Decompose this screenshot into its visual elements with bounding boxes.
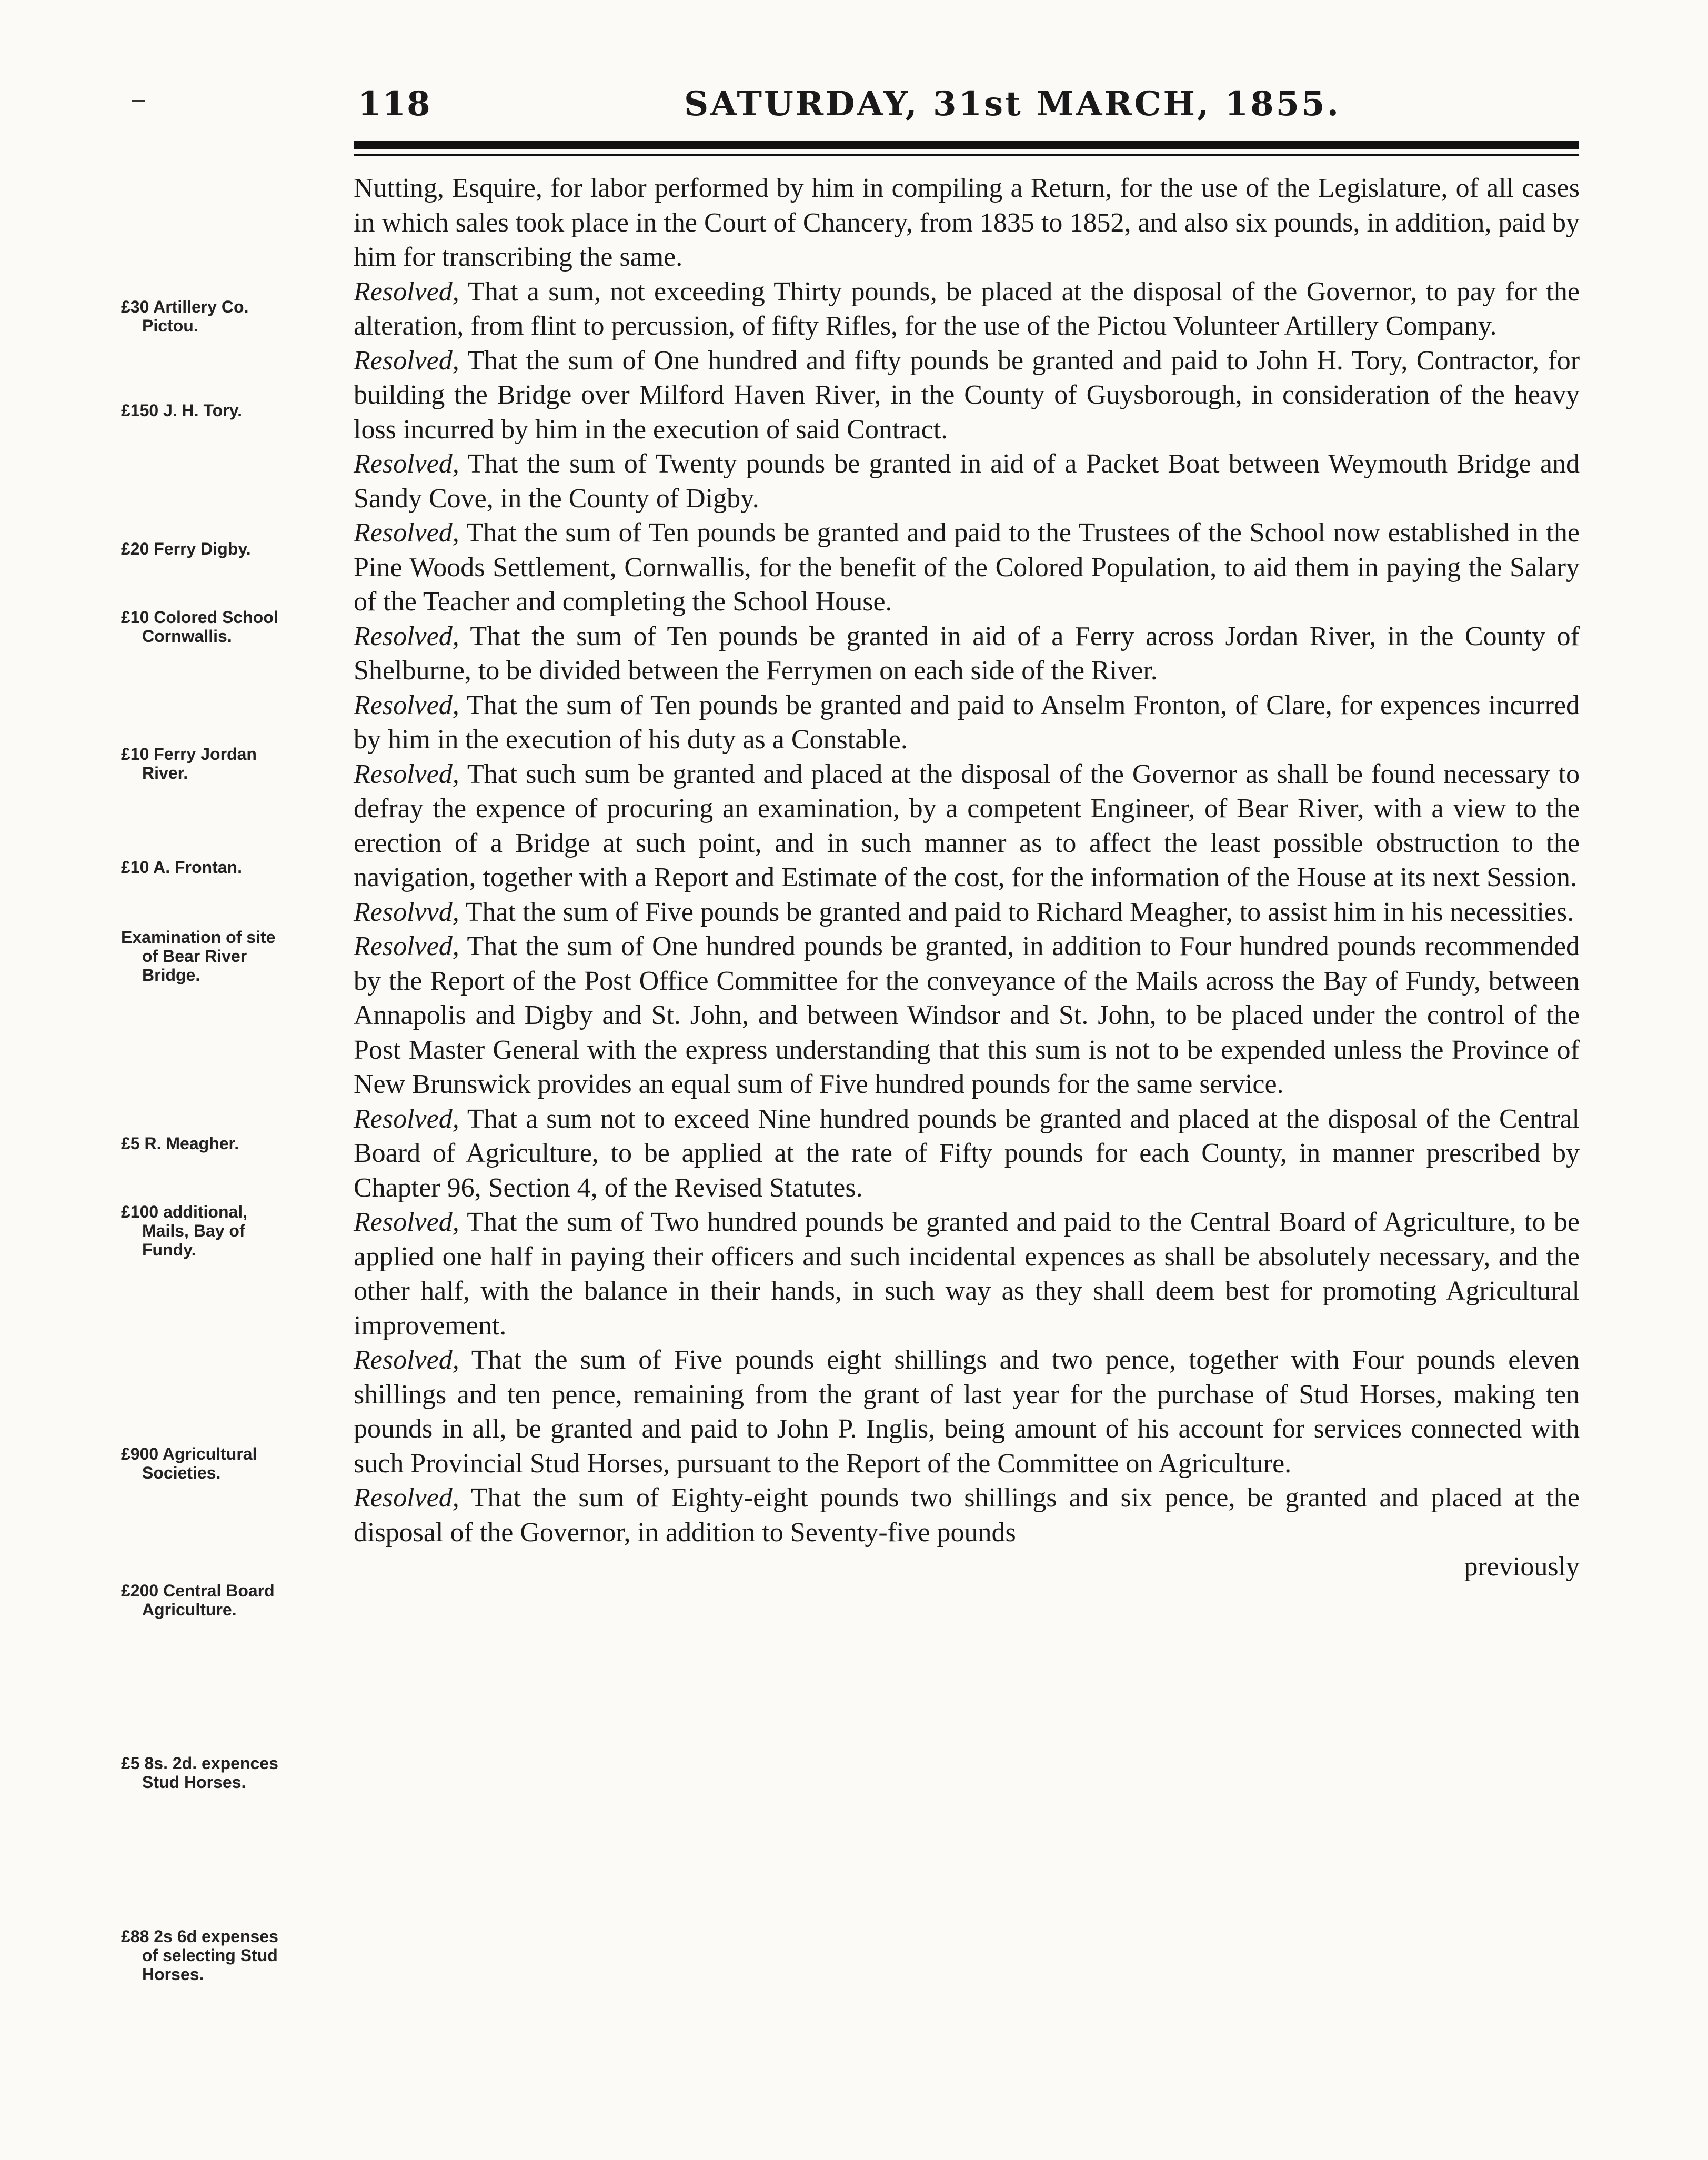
header-rule-thick [354, 141, 1579, 149]
margin-note [121, 1581, 342, 1619]
margin-note-line: Societies. [142, 1463, 221, 1482]
margin-note-line: Mails, Bay of [142, 1221, 245, 1240]
header-rule-thin [354, 154, 1579, 156]
paragraph-lead: Resolved, [354, 759, 459, 789]
paragraph-lead: Resolved, [354, 276, 459, 307]
margin-note-line: £10 Colored School [121, 608, 278, 627]
paragraph [354, 275, 1580, 344]
paragraph-text: Nutting, Esquire, for labor performed by him in compiling a Return, for the use of the Legislature, of all cases in which sales took place in the Court of Chancery, from 1835 to 1852, and also six pounds, in addition, paid by him for transcribing the same. [354, 173, 1580, 272]
margin-note-line: of selecting Stud [142, 1946, 278, 1965]
margin-note-line: £900 Agricultural [121, 1444, 257, 1463]
paragraph-text: That the sum of One hundred pounds be granted, in addition to Four hundred pounds recommended by the Report of the Post Office Committee for the conveyance of the Mails across the Bay of Fundy, between Annapolis and Digby and St. John, and between Windsor and St. John, to be placed under the control of the Post Master General with the express understanding that this sum is not to be expended unless the Province of New Brunswick provides an equal sum of Five hundred pounds for the same service. [354, 931, 1580, 1099]
paragraph [354, 1205, 1580, 1343]
paragraph [354, 895, 1580, 930]
margin-note-line: River. [142, 763, 188, 782]
paragraph-text: That a sum not to exceed Nine hundred pounds be granted and placed at the disposal of the Central Board of Agriculture, to be applied at the rate of Fifty pounds for each County, in manner prescribed by Chapter 96, Section 4, of the Revised Statutes. [354, 1103, 1580, 1203]
margin-note-line: £5 8s. 2d. expences [121, 1754, 278, 1773]
margin-notes [0, 0, 347, 2160]
margin-note-line: £10 A. Frontan. [121, 858, 242, 877]
margin-note [121, 401, 342, 420]
paragraph-lead: Resolved, [354, 1345, 459, 1375]
paragraph-text: That the sum of Five pounds be granted and paid to Richard Meagher, to assist him in his necessities. [465, 897, 1574, 927]
paragraph-lead: Resolved, [354, 931, 459, 961]
margin-note [121, 1202, 342, 1259]
margin-note [121, 1927, 342, 1984]
margin-note-line: of Bear River [142, 947, 247, 966]
paragraph [354, 344, 1580, 447]
page-header [342, 84, 1584, 137]
paragraph [354, 516, 1580, 619]
body-text [354, 171, 1580, 1584]
paragraph-lead: Resolved, [354, 518, 459, 548]
margin-note [121, 1134, 342, 1153]
paragraph-text: That the sum of One hundred and fifty pounds be granted and paid to John H. Tory, Contractor, for building the Bridge over Milford Haven River, in the County of Guysborough, in consideration of the heavy loss incurred by him in the execution of said Contract. [354, 345, 1580, 445]
catchword-line [354, 1550, 1580, 1584]
paragraph-text: That such sum be granted and placed at the disposal of the Governor as shall be found necessary to defray the expence of procuring an examination, by a competent Engineer, of Bear River, with a view to the erection of a Bridge at such point, and in such manner as to affect the least possible obstruction to the navigation, together with a Report and Estimate of the cost, for the information of the House at its next Session. [354, 759, 1580, 892]
running-head: SATURDAY, 31st MARCH, 1855. [684, 84, 1341, 124]
margin-note-line: Examination of site [121, 928, 276, 947]
margin-note-line: £10 Ferry Jordan [121, 745, 257, 763]
margin-note-line: Horses. [142, 1965, 204, 1984]
paragraph-lead: Resolved, [354, 690, 459, 720]
paragraph [354, 1481, 1580, 1550]
paragraph-lead: Resolvvd, [354, 897, 459, 927]
paragraph [354, 1102, 1580, 1205]
margin-note [121, 297, 342, 335]
page-number: 118 [358, 84, 431, 124]
margin-note-line: £20 Ferry Digby. [121, 539, 251, 558]
margin-note [121, 1444, 342, 1482]
margin-note-line: £200 Central Board [121, 1581, 275, 1600]
paragraph-lead: Resolved, [354, 621, 459, 651]
paragraph-text: That the sum of Ten pounds be granted and paid to the Trustees of the School now established in the Pine Woods Settlement, Cornwallis, for the benefit of the Colored Population, to aid them in paying the Salary of the Teacher and completing the School House. [354, 518, 1580, 617]
catchword: previously [1464, 1552, 1580, 1582]
margin-note-line: £5 R. Meagher. [121, 1134, 239, 1153]
paragraph-text: That the sum of Eighty-eight pounds two shillings and six pence, be granted and placed at the disposal of the Governor, in addition to Seventy-five pounds [354, 1483, 1580, 1548]
paragraph [354, 1343, 1580, 1481]
margin-note [121, 608, 342, 646]
margin-note [121, 745, 342, 782]
paragraph [354, 447, 1580, 516]
margin-note [121, 928, 342, 984]
margin-note-line: £150 J. H. Tory. [121, 401, 243, 420]
margin-note-line: £88 2s 6d expenses [121, 1927, 278, 1946]
margin-note [121, 539, 342, 558]
margin-note-line: Cornwallis. [142, 627, 232, 646]
paragraph [354, 688, 1580, 757]
paragraph-text: That the sum of Ten pounds be granted in aid of a Ferry across Jordan River, in the County of Shelburne, to be divided between the Ferrymen on each side of the River. [354, 621, 1580, 686]
paragraph [354, 619, 1580, 688]
paragraph [354, 929, 1580, 1102]
margin-note [121, 1754, 342, 1792]
margin-note-line: Pictou. [142, 316, 198, 335]
paragraph-lead: Resolved, [354, 1103, 459, 1134]
margin-note-line: £30 Artillery Co. [121, 297, 249, 316]
paragraph-text: That a sum, not exceeding Thirty pounds, be placed at the disposal of the Governor, to pay for the alteration, from flint to percussion, of fifty Rifles, for the use of the Pictou Volunteer Artillery Company. [354, 276, 1580, 341]
paragraph [354, 171, 1580, 275]
margin-note-line: Agriculture. [142, 1600, 237, 1619]
paragraph-lead: Resolved, [354, 449, 459, 479]
margin-note-line: Stud Horses. [142, 1773, 246, 1792]
paragraph-text: That the sum of Five pounds eight shillings and two pence, together with Four pounds eleven shillings and ten pence, remaining from the grant of last year for the purchase of Stud Horses, making ten pounds in all, be granted and paid to John P. Inglis, being amount of his account for services connected with such Provincial Stud Horses, pursuant to the Report of the Committee on Agriculture. [354, 1345, 1580, 1479]
paragraph-lead: Resolved, [354, 1207, 459, 1237]
paragraph-text: That the sum of Twenty pounds be granted in aid of a Packet Boat between Weymouth Bridge and Sandy Cove, in the County of Digby. [354, 449, 1580, 514]
paragraph-lead: Resolved, [354, 1483, 459, 1513]
margin-note-line: Bridge. [142, 966, 200, 984]
paragraph-text: That the sum of Two hundred pounds be granted and paid to the Central Board of Agriculture, to be applied one half in paying their officers and such incidental expences as shall be absolutely necessary, and the other half, with the balance in their hands, in such way as they shall deem best for promoting Agricultural improvement. [354, 1207, 1580, 1341]
margin-note-line: Fundy. [142, 1240, 196, 1259]
paragraph-lead: Resolved, [354, 345, 459, 376]
margin-note-line: £100 additional, [121, 1202, 248, 1221]
paragraph [354, 757, 1580, 895]
paragraph-text: That the sum of Ten pounds be granted and paid to Anselm Fronton, of Clare, for expences incurred by him in the execution of his duty as a Constable. [354, 690, 1580, 755]
margin-note [121, 858, 342, 877]
